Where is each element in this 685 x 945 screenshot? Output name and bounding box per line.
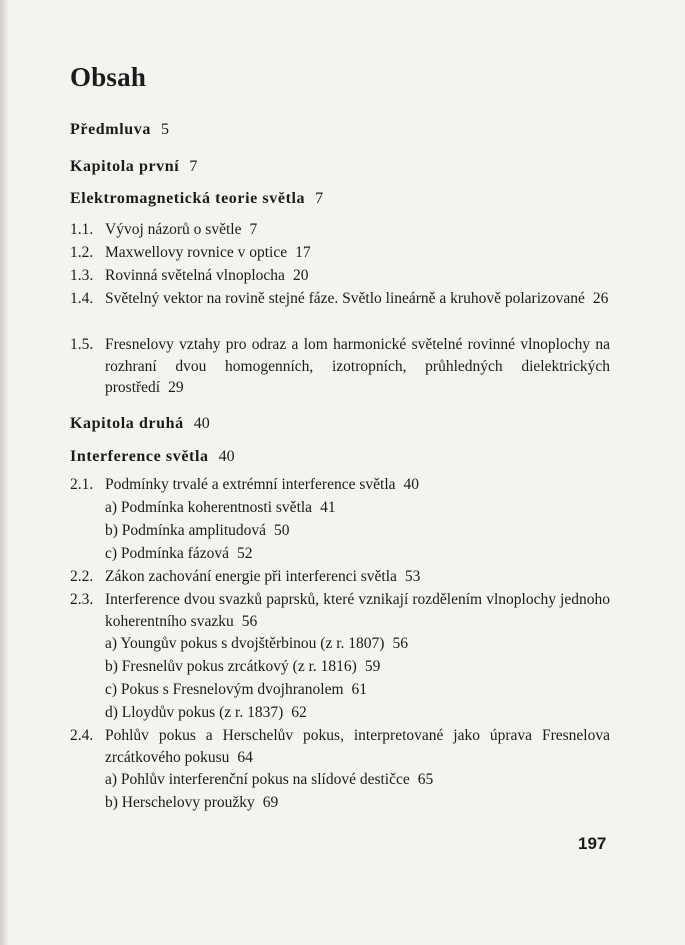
entry-text: Interference dvou svazků paprsků, které vznikají rozdělením vlnoplochy jednoho koherentního svazku xyxy=(105,591,610,630)
entry-text: Rovinná světelná vlnoplocha xyxy=(105,267,285,284)
toc-entry xyxy=(70,265,610,287)
toc-heading xyxy=(70,448,235,466)
entry-page: 41 xyxy=(320,499,336,516)
heading-page: 7 xyxy=(189,158,198,175)
entry-text: Zákon zachování energie při interferenci světla xyxy=(105,568,397,585)
toc-entry xyxy=(70,725,610,768)
toc-entry xyxy=(70,219,610,241)
entry-number: 1.5. xyxy=(70,336,94,353)
entry-text: Pohlův pokus a Herschelův pokus, interpretované jako úprava Fresnelova zrcátkového pokusu xyxy=(105,727,610,766)
entry-page: 52 xyxy=(236,545,253,562)
page-binding-edge xyxy=(0,0,8,945)
entry-page: 40 xyxy=(403,476,420,493)
entry-text: Maxwellovy rovnice v optice xyxy=(105,244,288,261)
toc-heading xyxy=(70,415,210,433)
entry-text: a) Podmínka koherentnosti světla xyxy=(105,499,313,516)
toc-subentry xyxy=(70,520,610,542)
heading-page: 40 xyxy=(193,415,210,432)
toc-subentry xyxy=(70,543,610,565)
toc-heading xyxy=(70,190,323,208)
entry-text: b) Fresnelův pokus zrcátkový (z r. 1816) xyxy=(105,658,357,675)
entry-number: 2.4. xyxy=(70,727,94,744)
entry-page: 50 xyxy=(274,522,290,539)
entry-page: 29 xyxy=(168,379,184,396)
entry-page: 17 xyxy=(295,244,311,261)
entry-text: c) Podmínka fázová xyxy=(105,545,229,562)
entry-page: 53 xyxy=(404,568,421,585)
toc-entry xyxy=(70,288,610,310)
page-number: 197 xyxy=(578,834,607,853)
entry-page: 64 xyxy=(237,748,253,766)
entry-page: 7 xyxy=(249,221,258,238)
entry-page: 26 xyxy=(592,290,609,307)
toc-subentry xyxy=(70,679,610,701)
entry-text: b) Podmínka amplitudová xyxy=(105,522,267,539)
entry-page: 69 xyxy=(262,794,279,811)
entry-text: Světelný vektor na rovině stejné fáze. Světlo lineárně a kruhově polarizované xyxy=(105,290,585,307)
entry-page: 65 xyxy=(417,771,434,788)
entry-page: 59 xyxy=(364,658,381,675)
entry-page: 56 xyxy=(392,635,408,652)
heading-text: Předmluva xyxy=(70,121,151,138)
entry-text: d) Lloydův pokus (z r. 1837) xyxy=(105,704,284,721)
entry-text: Vývoj názorů o světle xyxy=(105,221,242,238)
heading-text: Interference světla xyxy=(70,448,209,465)
toc-entry xyxy=(70,566,610,588)
entry-number: 1.2. xyxy=(70,244,94,261)
entry-number: 2.3. xyxy=(70,591,94,608)
page-title: Obsah xyxy=(70,62,147,92)
entry-page: 20 xyxy=(292,267,309,284)
heading-text: Kapitola druhá xyxy=(70,415,184,432)
heading-text: Elektromagnetická teorie světla xyxy=(70,190,306,207)
entry-text: c) Pokus s Fresnelovým dvojhranolem xyxy=(105,681,344,698)
toc-heading xyxy=(70,121,169,139)
heading-text: Kapitola první xyxy=(70,158,180,175)
entry-text: b) Herschelovy proužky xyxy=(105,794,255,811)
heading-page: 7 xyxy=(315,190,324,207)
entry-page: 56 xyxy=(241,612,258,630)
entry-page: 61 xyxy=(351,681,368,698)
entry-number: 1.4. xyxy=(70,290,94,307)
toc-subentry xyxy=(70,656,610,678)
toc-subentry xyxy=(70,633,610,655)
toc-entry xyxy=(70,334,610,399)
entry-text: a) Pohlův interferenční pokus na slídové destičce xyxy=(105,771,410,788)
heading-page: 5 xyxy=(160,121,169,138)
entry-text: Podmínky trvalé a extrémní interference světla xyxy=(105,476,396,493)
entry-number: 2.1. xyxy=(70,476,94,493)
toc-entry xyxy=(70,589,610,632)
entry-text: a) Youngův pokus s dvojštěrbinou (z r. 1807) xyxy=(105,635,385,652)
entry-number: 2.2. xyxy=(70,568,94,585)
toc-entry xyxy=(70,474,610,496)
entry-page: 62 xyxy=(291,704,307,721)
toc-heading xyxy=(70,158,197,176)
toc-subentry xyxy=(70,497,610,519)
entry-text: Fresnelovy vztahy pro odraz a lom harmonické světelné rovinné vlnoplochy na rozhraní dvou homogenních, izotropních, průhledných dielektrických prostředí xyxy=(105,336,610,396)
entry-number: 1.1. xyxy=(70,221,94,238)
heading-page: 40 xyxy=(218,448,235,465)
toc-subentry xyxy=(70,792,610,814)
entry-number: 1.3. xyxy=(70,267,94,284)
toc-subentry xyxy=(70,769,610,791)
toc-subentry xyxy=(70,702,610,724)
toc-entry xyxy=(70,242,610,264)
